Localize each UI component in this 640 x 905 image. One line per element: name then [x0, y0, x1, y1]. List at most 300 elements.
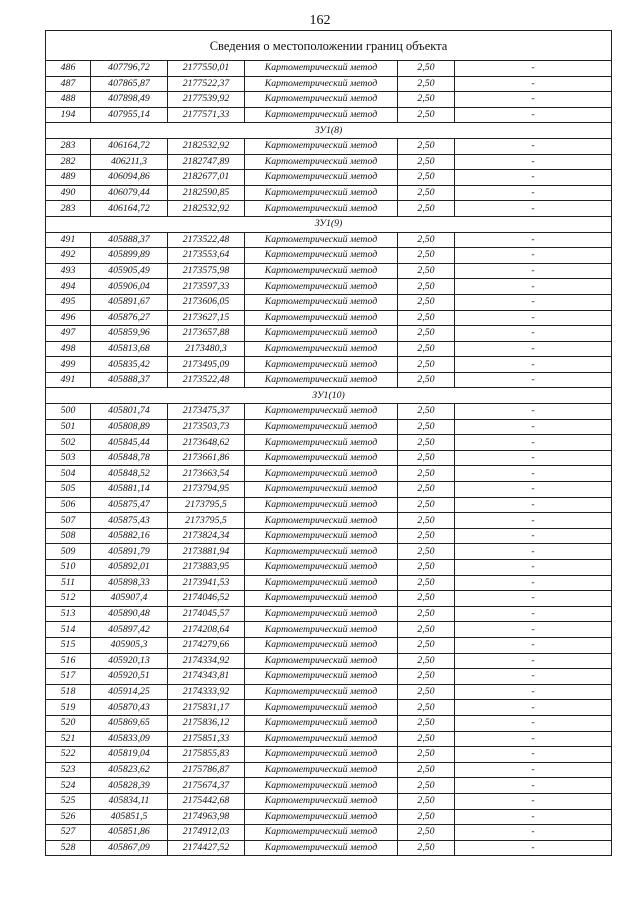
description-cell: - — [455, 107, 612, 123]
coord-y-cell: 2175851,33 — [168, 731, 245, 747]
table-row — [46, 544, 612, 560]
accuracy-cell: 2,50 — [398, 591, 455, 607]
point-number-cell: 491 — [46, 372, 91, 388]
method-cell: Картометрический метод — [245, 419, 398, 435]
table-row — [46, 497, 612, 513]
coord-x-cell: 405859,96 — [91, 326, 168, 342]
point-number-cell: 520 — [46, 715, 91, 731]
table-row — [46, 341, 612, 357]
description-cell: - — [455, 372, 612, 388]
point-number-cell: 512 — [46, 591, 91, 607]
coord-y-cell: 2173597,33 — [168, 279, 245, 295]
description-cell: - — [455, 715, 612, 731]
accuracy-cell: 2,50 — [398, 435, 455, 451]
coord-x-cell: 405881,14 — [91, 482, 168, 498]
accuracy-cell: 2,50 — [398, 138, 455, 154]
point-number-cell: 283 — [46, 201, 91, 217]
coord-y-cell: 2173661,86 — [168, 450, 245, 466]
coord-y-cell: 2173475,37 — [168, 404, 245, 420]
coord-y-cell: 2173606,05 — [168, 294, 245, 310]
description-cell: - — [455, 170, 612, 186]
method-cell: Картометрический метод — [245, 809, 398, 825]
accuracy-cell: 2,50 — [398, 684, 455, 700]
coord-x-cell: 405851,86 — [91, 825, 168, 841]
coord-y-cell: 2173824,34 — [168, 528, 245, 544]
table-row — [46, 653, 612, 669]
point-number-cell: 518 — [46, 684, 91, 700]
table-row — [46, 700, 612, 716]
coord-x-cell: 405906,04 — [91, 279, 168, 295]
method-cell: Картометрический метод — [245, 575, 398, 591]
table-row — [46, 528, 612, 544]
method-cell: Картометрический метод — [245, 731, 398, 747]
coord-x-cell: 405808,89 — [91, 419, 168, 435]
accuracy-cell: 2,50 — [398, 341, 455, 357]
description-cell: - — [455, 544, 612, 560]
accuracy-cell: 2,50 — [398, 170, 455, 186]
method-cell: Картометрический метод — [245, 294, 398, 310]
description-cell: - — [455, 513, 612, 529]
coord-x-cell: 405870,43 — [91, 700, 168, 716]
point-number-cell: 496 — [46, 310, 91, 326]
description-cell: - — [455, 591, 612, 607]
coord-x-cell: 405891,67 — [91, 294, 168, 310]
coord-x-cell: 405875,47 — [91, 497, 168, 513]
table-row — [46, 747, 612, 763]
method-cell: Картометрический метод — [245, 840, 398, 856]
coord-x-cell: 405914,25 — [91, 684, 168, 700]
point-number-cell: 524 — [46, 778, 91, 794]
method-cell: Картометрический метод — [245, 700, 398, 716]
point-number-cell: 515 — [46, 637, 91, 653]
section-label: ЗУ1(10) — [46, 388, 612, 404]
point-number-cell: 511 — [46, 575, 91, 591]
method-cell: Картометрический метод — [245, 653, 398, 669]
accuracy-cell: 2,50 — [398, 372, 455, 388]
accuracy-cell: 2,50 — [398, 778, 455, 794]
coord-x-cell: 405888,37 — [91, 372, 168, 388]
table-row — [46, 591, 612, 607]
coord-y-cell: 2173575,98 — [168, 263, 245, 279]
point-number-cell: 486 — [46, 61, 91, 77]
point-number-cell: 490 — [46, 185, 91, 201]
method-cell: Картометрический метод — [245, 170, 398, 186]
description-cell: - — [455, 762, 612, 778]
table-title-row — [46, 31, 612, 61]
coord-x-cell: 405898,33 — [91, 575, 168, 591]
accuracy-cell: 2,50 — [398, 61, 455, 77]
method-cell: Картометрический метод — [245, 248, 398, 264]
coord-y-cell: 2174963,98 — [168, 809, 245, 825]
method-cell: Картометрический метод — [245, 341, 398, 357]
point-number-cell: 495 — [46, 294, 91, 310]
method-cell: Картометрический метод — [245, 778, 398, 794]
table-row — [46, 762, 612, 778]
description-cell: - — [455, 341, 612, 357]
description-cell: - — [455, 637, 612, 653]
table-row — [46, 560, 612, 576]
coord-y-cell: 2174334,92 — [168, 653, 245, 669]
method-cell: Картометрический метод — [245, 497, 398, 513]
method-cell: Картометрический метод — [245, 185, 398, 201]
coord-y-cell: 2174427,52 — [168, 840, 245, 856]
coord-y-cell: 2173881,94 — [168, 544, 245, 560]
coord-y-cell: 2173795,5 — [168, 513, 245, 529]
accuracy-cell: 2,50 — [398, 107, 455, 123]
point-number-cell: 502 — [46, 435, 91, 451]
accuracy-cell: 2,50 — [398, 185, 455, 201]
coord-y-cell: 2173648,62 — [168, 435, 245, 451]
coord-y-cell: 2174208,64 — [168, 622, 245, 638]
description-cell: - — [455, 731, 612, 747]
method-cell: Картометрический метод — [245, 591, 398, 607]
coord-x-cell: 407898,49 — [91, 92, 168, 108]
point-number-cell: 497 — [46, 326, 91, 342]
accuracy-cell: 2,50 — [398, 528, 455, 544]
method-cell: Картометрический метод — [245, 450, 398, 466]
point-number-cell: 500 — [46, 404, 91, 420]
coord-x-cell: 405920,51 — [91, 669, 168, 685]
description-cell: - — [455, 575, 612, 591]
point-number-cell: 521 — [46, 731, 91, 747]
accuracy-cell: 2,50 — [398, 700, 455, 716]
method-cell: Картометрический метод — [245, 560, 398, 576]
coord-x-cell: 405833,09 — [91, 731, 168, 747]
method-cell: Картометрический метод — [245, 793, 398, 809]
description-cell: - — [455, 76, 612, 92]
method-cell: Картометрический метод — [245, 669, 398, 685]
table-row — [46, 482, 612, 498]
coord-x-cell: 406164,72 — [91, 138, 168, 154]
coord-x-cell: 406079,44 — [91, 185, 168, 201]
coord-y-cell: 2175442,68 — [168, 793, 245, 809]
accuracy-cell: 2,50 — [398, 715, 455, 731]
description-cell: - — [455, 201, 612, 217]
method-cell: Картометрический метод — [245, 310, 398, 326]
coord-x-cell: 406164,72 — [91, 201, 168, 217]
table-title: Сведения о местоположении границ объекта — [46, 31, 612, 61]
table-row — [46, 404, 612, 420]
coord-y-cell: 2173883,95 — [168, 560, 245, 576]
coord-y-cell: 2174333,92 — [168, 684, 245, 700]
coord-x-cell: 407955,14 — [91, 107, 168, 123]
coord-y-cell: 2173663,54 — [168, 466, 245, 482]
table-row — [46, 669, 612, 685]
accuracy-cell: 2,50 — [398, 622, 455, 638]
point-number-cell: 282 — [46, 154, 91, 170]
description-cell: - — [455, 419, 612, 435]
coord-y-cell: 2175674,37 — [168, 778, 245, 794]
description-cell: - — [455, 61, 612, 77]
coord-x-cell: 405875,43 — [91, 513, 168, 529]
accuracy-cell: 2,50 — [398, 747, 455, 763]
coord-x-cell: 405876,27 — [91, 310, 168, 326]
method-cell: Картометрический метод — [245, 357, 398, 373]
method-cell: Картометрический метод — [245, 232, 398, 248]
point-number-cell: 522 — [46, 747, 91, 763]
method-cell: Картометрический метод — [245, 263, 398, 279]
point-number-cell: 516 — [46, 653, 91, 669]
accuracy-cell: 2,50 — [398, 762, 455, 778]
method-cell: Картометрический метод — [245, 466, 398, 482]
table-row — [46, 185, 612, 201]
point-number-cell: 487 — [46, 76, 91, 92]
coord-y-cell: 2177539,92 — [168, 92, 245, 108]
table-row — [46, 731, 612, 747]
accuracy-cell: 2,50 — [398, 497, 455, 513]
coord-y-cell: 2175855,83 — [168, 747, 245, 763]
coord-x-cell: 405828,39 — [91, 778, 168, 794]
table-row — [46, 606, 612, 622]
coord-y-cell: 2177550,01 — [168, 61, 245, 77]
accuracy-cell: 2,50 — [398, 419, 455, 435]
coord-x-cell: 405851,5 — [91, 809, 168, 825]
coord-x-cell: 405920,13 — [91, 653, 168, 669]
method-cell: Картометрический метод — [245, 528, 398, 544]
table-row — [46, 778, 612, 794]
accuracy-cell: 2,50 — [398, 232, 455, 248]
method-cell: Картометрический метод — [245, 482, 398, 498]
accuracy-cell: 2,50 — [398, 326, 455, 342]
coord-x-cell: 406094,86 — [91, 170, 168, 186]
section-label: ЗУ1(8) — [46, 123, 612, 139]
method-cell: Картометрический метод — [245, 825, 398, 841]
description-cell: - — [455, 294, 612, 310]
accuracy-cell: 2,50 — [398, 606, 455, 622]
table-row — [46, 637, 612, 653]
coord-x-cell: 405848,78 — [91, 450, 168, 466]
point-number-cell: 509 — [46, 544, 91, 560]
method-cell: Картометрический метод — [245, 61, 398, 77]
table-body — [46, 31, 612, 856]
description-cell: - — [455, 778, 612, 794]
accuracy-cell: 2,50 — [398, 201, 455, 217]
description-cell: - — [455, 92, 612, 108]
description-cell: - — [455, 232, 612, 248]
point-number-cell: 527 — [46, 825, 91, 841]
coord-x-cell: 405848,52 — [91, 466, 168, 482]
coord-x-cell: 405891,79 — [91, 544, 168, 560]
description-cell: - — [455, 528, 612, 544]
method-cell: Картометрический метод — [245, 326, 398, 342]
table-row — [46, 513, 612, 529]
description-cell: - — [455, 606, 612, 622]
accuracy-cell: 2,50 — [398, 92, 455, 108]
coord-x-cell: 406211,3 — [91, 154, 168, 170]
table-row — [46, 201, 612, 217]
accuracy-cell: 2,50 — [398, 279, 455, 295]
coord-y-cell: 2177522,37 — [168, 76, 245, 92]
coord-x-cell: 405823,62 — [91, 762, 168, 778]
accuracy-cell: 2,50 — [398, 825, 455, 841]
coord-y-cell: 2177571,33 — [168, 107, 245, 123]
coord-y-cell: 2175831,17 — [168, 700, 245, 716]
coord-y-cell: 2173553,64 — [168, 248, 245, 264]
accuracy-cell: 2,50 — [398, 263, 455, 279]
coord-y-cell: 2182677,01 — [168, 170, 245, 186]
point-number-cell: 525 — [46, 793, 91, 809]
table-row — [46, 419, 612, 435]
coord-x-cell: 405897,42 — [91, 622, 168, 638]
coord-y-cell: 2173657,88 — [168, 326, 245, 342]
method-cell: Картометрический метод — [245, 637, 398, 653]
coord-x-cell: 405835,42 — [91, 357, 168, 373]
coord-y-cell: 2173480,3 — [168, 341, 245, 357]
table-row — [46, 435, 612, 451]
table-row — [46, 450, 612, 466]
point-number-cell: 283 — [46, 138, 91, 154]
accuracy-cell: 2,50 — [398, 154, 455, 170]
point-number-cell: 492 — [46, 248, 91, 264]
point-number-cell: 506 — [46, 497, 91, 513]
description-cell: - — [455, 622, 612, 638]
boundary-coordinates-table — [45, 30, 612, 856]
point-number-cell: 523 — [46, 762, 91, 778]
coord-x-cell: 405882,16 — [91, 528, 168, 544]
method-cell: Картометрический метод — [245, 715, 398, 731]
point-number-cell: 494 — [46, 279, 91, 295]
point-number-cell: 510 — [46, 560, 91, 576]
coord-y-cell: 2173627,15 — [168, 310, 245, 326]
description-cell: - — [455, 310, 612, 326]
method-cell: Картометрический метод — [245, 154, 398, 170]
point-number-cell: 194 — [46, 107, 91, 123]
point-number-cell: 499 — [46, 357, 91, 373]
description-cell: - — [455, 450, 612, 466]
description-cell: - — [455, 279, 612, 295]
point-number-cell: 514 — [46, 622, 91, 638]
coord-x-cell: 405819,04 — [91, 747, 168, 763]
method-cell: Картометрический метод — [245, 606, 398, 622]
method-cell: Картометрический метод — [245, 76, 398, 92]
coord-y-cell: 2173794,95 — [168, 482, 245, 498]
table-row — [46, 107, 612, 123]
accuracy-cell: 2,50 — [398, 294, 455, 310]
table-row — [46, 279, 612, 295]
description-cell: - — [455, 497, 612, 513]
table-row — [46, 715, 612, 731]
method-cell: Картометрический метод — [245, 747, 398, 763]
section-row — [46, 388, 612, 404]
accuracy-cell: 2,50 — [398, 575, 455, 591]
method-cell: Картометрический метод — [245, 544, 398, 560]
description-cell: - — [455, 138, 612, 154]
table-row — [46, 263, 612, 279]
method-cell: Картометрический метод — [245, 435, 398, 451]
point-number-cell: 503 — [46, 450, 91, 466]
description-cell: - — [455, 684, 612, 700]
coord-y-cell: 2182532,92 — [168, 138, 245, 154]
point-number-cell: 508 — [46, 528, 91, 544]
description-cell: - — [455, 435, 612, 451]
method-cell: Картометрический метод — [245, 404, 398, 420]
point-number-cell: 501 — [46, 419, 91, 435]
method-cell: Картометрический метод — [245, 138, 398, 154]
description-cell: - — [455, 669, 612, 685]
table-row — [46, 232, 612, 248]
description-cell: - — [455, 404, 612, 420]
method-cell: Картометрический метод — [245, 372, 398, 388]
section-label: ЗУ1(9) — [46, 216, 612, 232]
table-row — [46, 154, 612, 170]
point-number-cell: 526 — [46, 809, 91, 825]
accuracy-cell: 2,50 — [398, 544, 455, 560]
accuracy-cell: 2,50 — [398, 653, 455, 669]
coord-y-cell: 2173522,48 — [168, 232, 245, 248]
table-row — [46, 622, 612, 638]
description-cell: - — [455, 263, 612, 279]
method-cell: Картометрический метод — [245, 762, 398, 778]
table-row — [46, 840, 612, 856]
table-row — [46, 248, 612, 264]
accuracy-cell: 2,50 — [398, 404, 455, 420]
coord-y-cell: 2174279,66 — [168, 637, 245, 653]
table-row — [46, 170, 612, 186]
coord-y-cell: 2174046,52 — [168, 591, 245, 607]
coord-x-cell: 405899,89 — [91, 248, 168, 264]
table-row — [46, 575, 612, 591]
point-number-cell: 517 — [46, 669, 91, 685]
point-number-cell: 528 — [46, 840, 91, 856]
table-row — [46, 825, 612, 841]
accuracy-cell: 2,50 — [398, 560, 455, 576]
coord-y-cell: 2174045,57 — [168, 606, 245, 622]
point-number-cell: 504 — [46, 466, 91, 482]
point-number-cell: 491 — [46, 232, 91, 248]
description-cell: - — [455, 747, 612, 763]
accuracy-cell: 2,50 — [398, 450, 455, 466]
table-row — [46, 61, 612, 77]
point-number-cell: 519 — [46, 700, 91, 716]
coord-x-cell: 405907,4 — [91, 591, 168, 607]
table-row — [46, 310, 612, 326]
coord-x-cell: 405867,09 — [91, 840, 168, 856]
method-cell: Картометрический метод — [245, 622, 398, 638]
point-number-cell: 513 — [46, 606, 91, 622]
method-cell: Картометрический метод — [245, 279, 398, 295]
point-number-cell: 489 — [46, 170, 91, 186]
page-number: 162 — [309, 13, 331, 28]
description-cell: - — [455, 700, 612, 716]
coord-y-cell: 2173795,5 — [168, 497, 245, 513]
table-row — [46, 326, 612, 342]
description-cell: - — [455, 248, 612, 264]
table-row — [46, 76, 612, 92]
coord-y-cell: 2174912,03 — [168, 825, 245, 841]
description-cell: - — [455, 357, 612, 373]
coord-y-cell: 2182532,92 — [168, 201, 245, 217]
coord-x-cell: 407796,72 — [91, 61, 168, 77]
description-cell: - — [455, 825, 612, 841]
coord-x-cell: 405813,68 — [91, 341, 168, 357]
point-number-cell: 498 — [46, 341, 91, 357]
coord-y-cell: 2175836,12 — [168, 715, 245, 731]
table-row — [46, 684, 612, 700]
coord-y-cell: 2174343,81 — [168, 669, 245, 685]
accuracy-cell: 2,50 — [398, 793, 455, 809]
point-number-cell: 505 — [46, 482, 91, 498]
accuracy-cell: 2,50 — [398, 840, 455, 856]
point-number-cell: 507 — [46, 513, 91, 529]
accuracy-cell: 2,50 — [398, 731, 455, 747]
section-row — [46, 123, 612, 139]
coord-x-cell: 405869,65 — [91, 715, 168, 731]
coord-y-cell: 2173522,48 — [168, 372, 245, 388]
description-cell: - — [455, 840, 612, 856]
coord-x-cell: 405834,11 — [91, 793, 168, 809]
accuracy-cell: 2,50 — [398, 669, 455, 685]
description-cell: - — [455, 793, 612, 809]
